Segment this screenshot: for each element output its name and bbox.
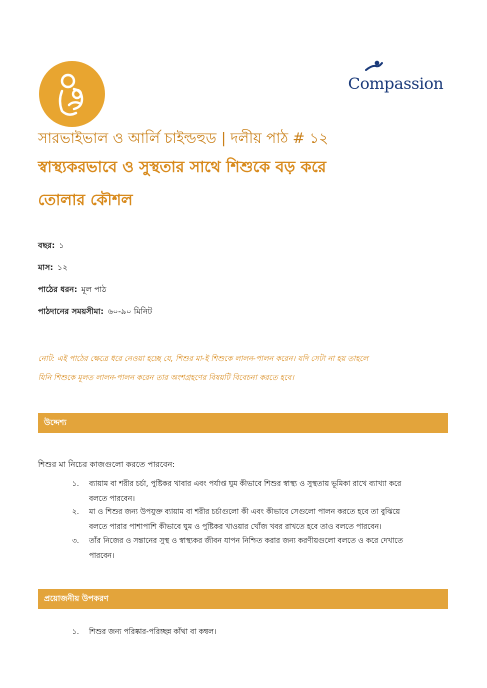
list-item-text: তাঁর নিজের ও সন্তানের সুস্থ ও স্বাস্থ্যকর জীবন যাপন নিশ্চিত করার জন্য করণীয়গুলো বলতে ও করে দেখাতে [89,536,403,545]
objectives-intro: শিশুর মা নিচের কাজগুলো করতে পারবেন: [38,460,175,469]
list-item-text: পারবেন। [89,551,115,560]
list-item-number: ১. [72,627,80,636]
meta-duration-value: ৬০-৯০ মিনিট [107,307,153,316]
note-line-2: যিনি শিশুকে মূলত লালন-পালন করেন তার অংশগ্রহণের বিষয়টি বিবেচনা করতে হবে। [38,373,294,382]
page-title [38,151,458,217]
list-item-number: ৩. [72,536,80,545]
compassion-logo [348,60,448,100]
page-title-line-2: তোলার কৌশল [38,191,133,209]
list-item-text: বলতে পারবেন। [89,494,135,503]
meta-month-value: ১২ [57,263,68,272]
page-title-line-1: স্বাস্থ্যকরভাবে ও সুস্থতার সাথে শিশুকে বড় করে [38,158,327,176]
meta-type-label: পাঠের ধরন: [38,285,78,294]
meta-duration [38,306,152,319]
list-item-number: ২. [72,507,80,516]
meta-month-label: মাস: [38,263,54,272]
list-item-text: ব্যায়াম বা শরীর চর্চা, পুষ্টিকর খাবার এবং পর্যাপ্ত ঘুম কীভাবে শিশুর স্বাস্থ্য ও সুস্থতায় ভূমিকা রাখে ব্যাখ্যা করে [89,479,402,488]
mother-child-icon [39,61,105,127]
caregiver-note [38,349,458,387]
list-item-text: বলতে পারার পাশাপাশি কীভাবে ঘুম ও পুষ্টিকর খাওয়ার খোঁজ খবর রাখতে হবে তাও বলতে পারবেন। [89,522,382,531]
meta-month [38,262,68,275]
list-item [74,476,450,506]
list-item-number: ১. [72,479,80,488]
meta-type-value: মূল পাঠ [81,285,107,294]
materials-heading: প্রয়োজনীয় উপকরণ [38,589,448,609]
list-item [74,624,450,640]
note-line-1: নোট: এই পাঠের ক্ষেত্রে ধরে নেওয়া হচ্ছে যে, শিশুর মা-ই শিশুকে লালন-পালন করেন। যদি সেটা না হয় তাহলে [38,354,369,363]
meta-year-label: বছর: [38,241,55,250]
meta-type [38,284,106,297]
list-item [74,533,450,563]
objectives-heading: উদ্দেশ্য [38,413,448,433]
meta-year [38,240,64,253]
meta-duration-label: পাঠদানের সময়সীমা: [38,307,104,316]
list-item-text: মা ও শিশুর জন্য উপযুক্ত ব্যায়াম বা শরীর চর্চাগুলো কী এবং কীভাবে সেগুলো পালন করতে হবে তা বুঝিয়ে [89,507,400,516]
series-title: সারভাইভাল ও আর্লি চাইল্ডহুড | দলীয় পাঠ # ১২ [38,131,329,147]
list-item [74,504,450,534]
brand-wordmark: Compassion [348,74,444,93]
meta-year-value: ১ [58,241,65,250]
list-item-text: শিশুর জন্য পরিষ্কার-পরিচ্ছন্ন কাঁথা বা কম্বল। [89,627,217,636]
